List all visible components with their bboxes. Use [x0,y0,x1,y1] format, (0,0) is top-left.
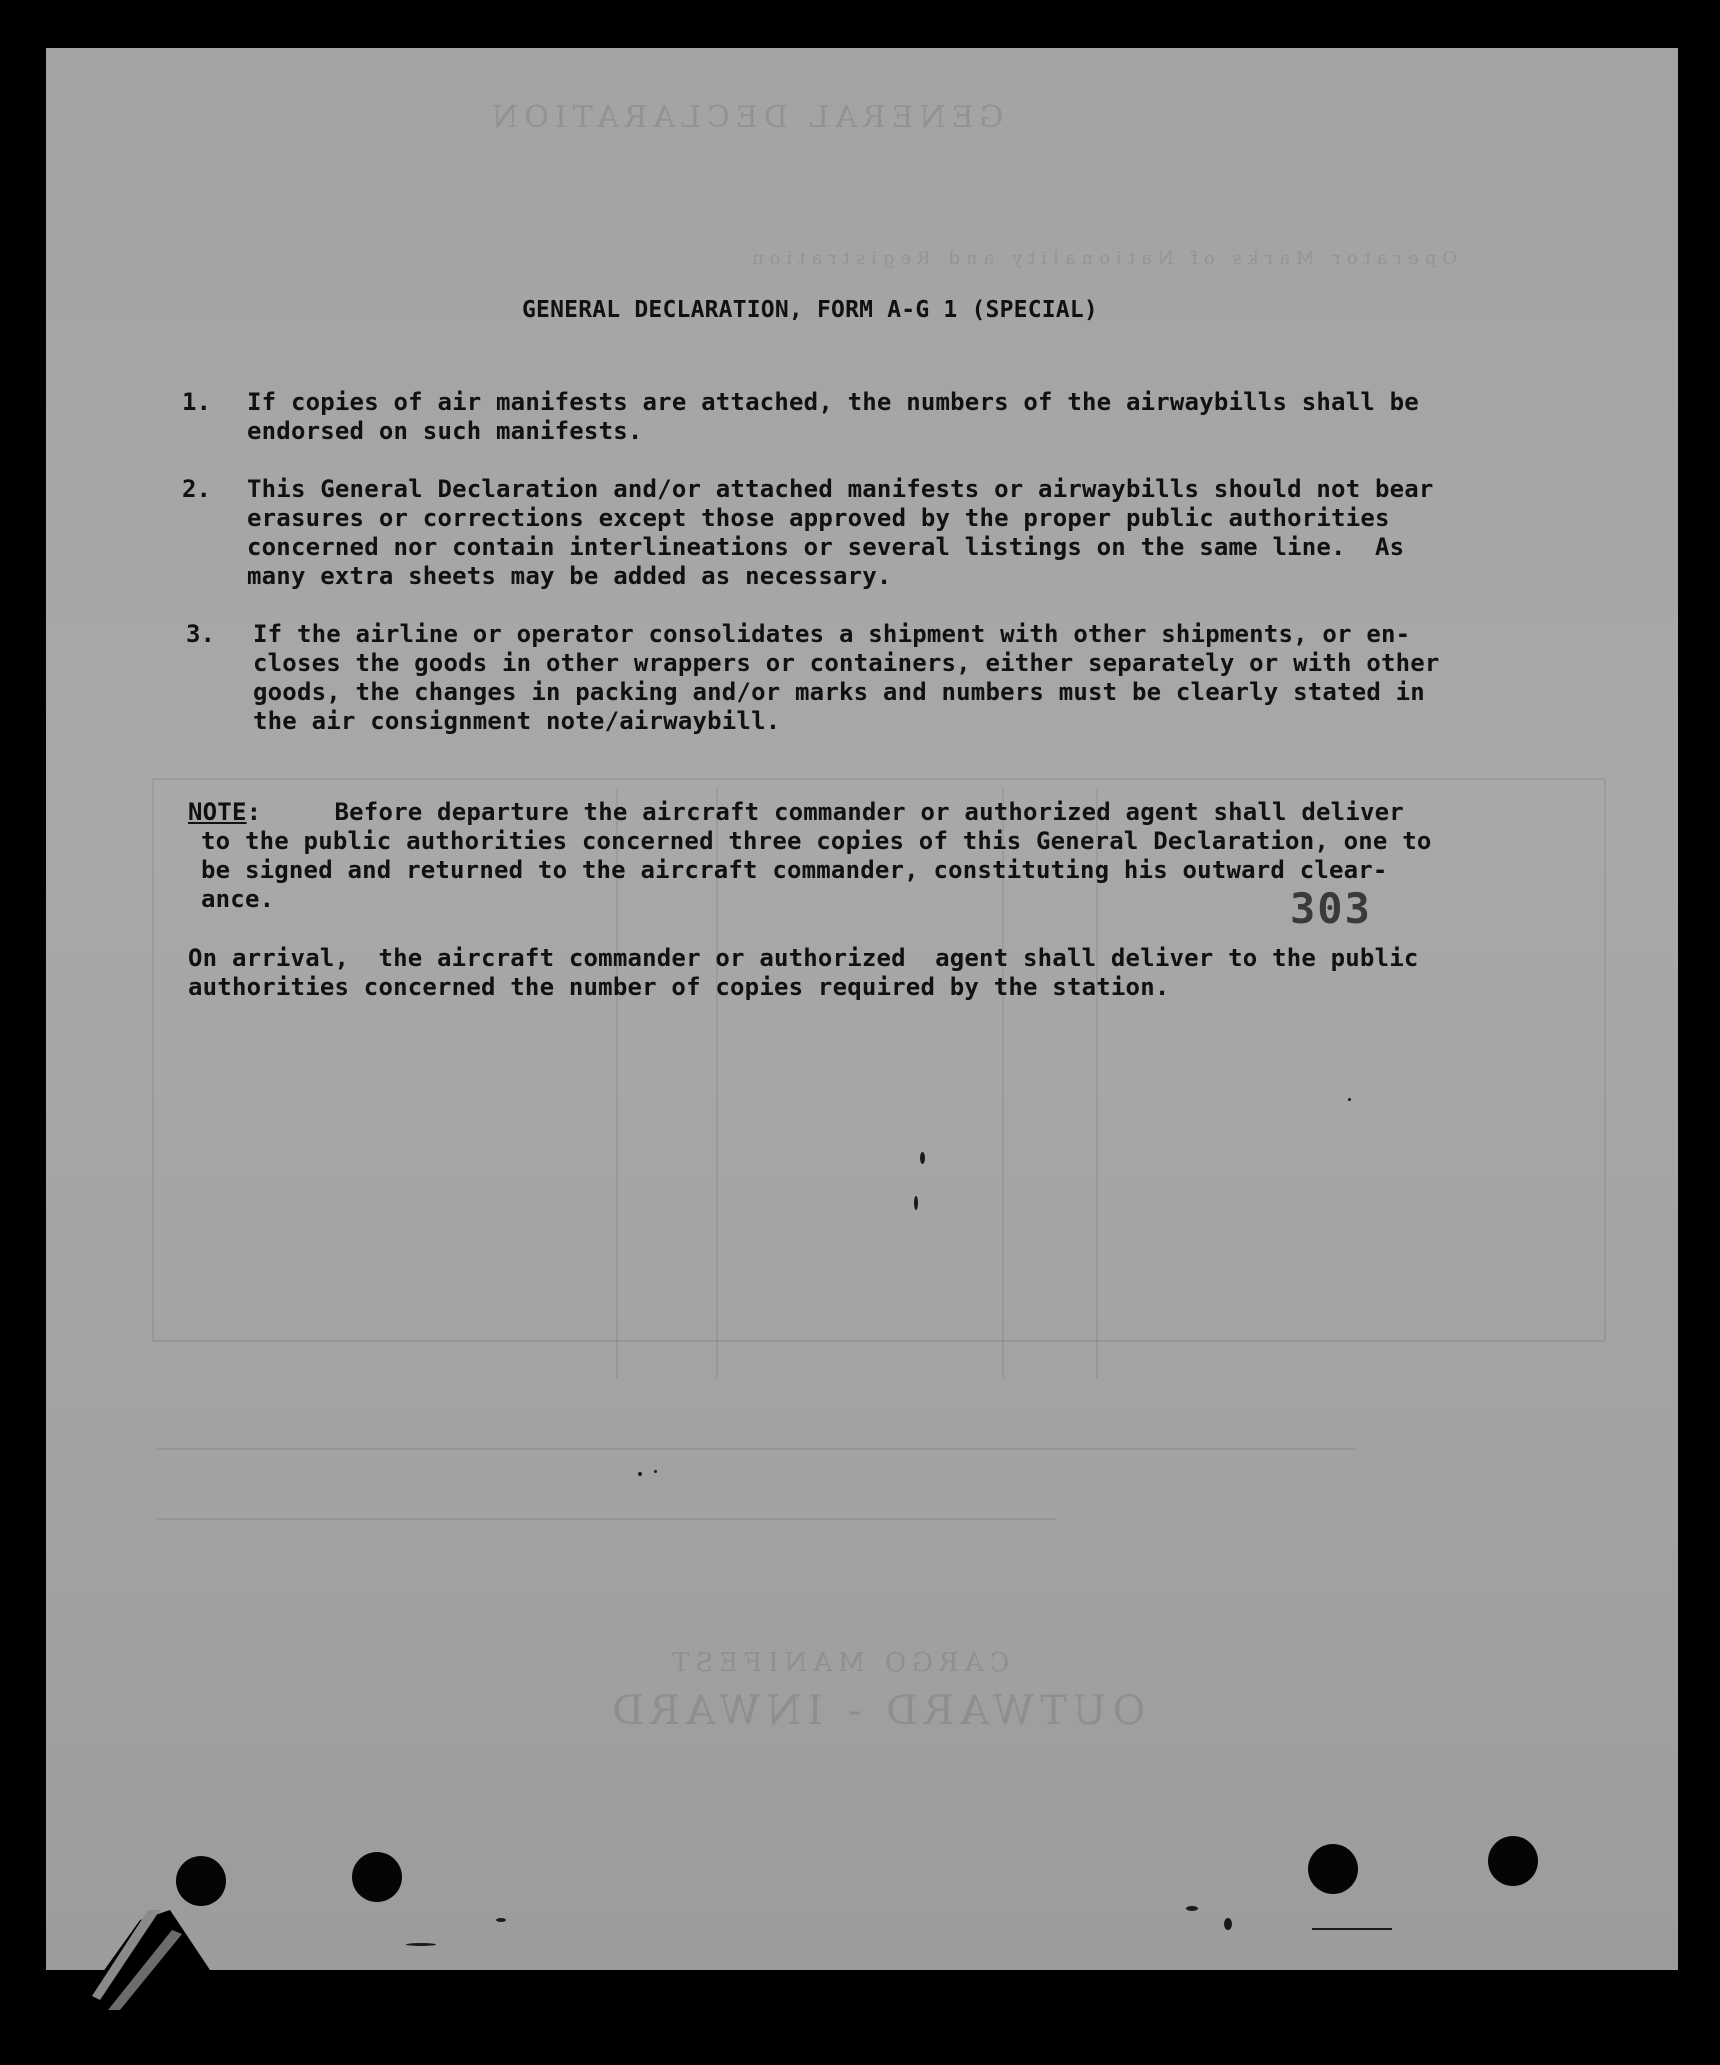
bleed-through-rule [156,1518,1056,1520]
item-2-line-3: concerned nor contain interlineations or several listings on the same line. As [247,533,1405,561]
stamped-page-number: 303 [1290,884,1372,933]
item-3-line-3: goods, the changes in packing and/or marks and numbers must be clearly stated in [253,678,1425,706]
ink-speck [914,1196,918,1210]
bleed-through-text: CARGO MANIFEST [666,1648,1010,1678]
item-2-line-4: many extra sheets may be added as necessary. [247,562,892,590]
item-3-line-4: the air consignment note/airwaybill. [253,707,781,735]
ink-speck [1224,1918,1232,1930]
punch-hole [176,1856,226,1906]
item-3-line-2: closes the goods in other wrappers or containers, either separately or with other [253,649,1440,677]
punch-hole [1488,1836,1538,1886]
arrival-line-1: On arrival, the aircraft commander or authorized agent shall deliver to the public [188,944,1419,972]
item-1-line-2: endorsed on such manifests. [247,417,643,445]
item-2-number: 2. [182,475,211,503]
ink-speck [1186,1906,1198,1911]
item-2-line-2: erasures or corrections except those approved by the proper public authorities [247,504,1390,532]
punch-hole [352,1852,402,1902]
item-3-number: 3. [186,620,215,648]
ink-speck [920,1152,925,1164]
ink-speck [1348,1098,1351,1101]
item-1-number: 1. [182,388,211,416]
bleed-through-rule [156,1448,1356,1450]
ink-speck [496,1918,506,1922]
form-title: GENERAL DECLARATION, FORM A-G 1 (SPECIAL) [522,297,1098,323]
note-line-2: to the public authorities concerned three copies of this General Declaration, one to [201,827,1432,855]
ink-speck [654,1470,657,1473]
note-line-1-text: : Before departure the aircraft commander or authorized agent shall deliver [246,798,1404,826]
note-line-1 [188,798,1404,827]
punch-hole [1308,1844,1358,1894]
item-2-line-1: This General Declaration and/or attached manifests or airwaybills should not bear [247,475,1434,503]
ink-speck [1312,1928,1392,1930]
torn-corner [60,1910,210,2010]
bleed-through-text: Operator Marks of Nationality and Registration [746,248,1458,269]
note-line-4: ance. [201,885,275,913]
ink-speck [406,1943,436,1946]
scanned-page [46,48,1678,1970]
item-1-line-1: If copies of air manifests are attached, the numbers of the airwaybills shall be [247,388,1419,416]
bleed-through-text: GENERAL DECLARATION [486,100,1004,135]
note-line-3: be signed and returned to the aircraft commander, constituting his outward clear- [201,856,1388,884]
item-3-line-1: If the airline or operator consolidates a shipment with other shipments, or en- [253,620,1411,648]
arrival-line-2: authorities concerned the number of copies required by the station. [188,973,1170,1001]
ink-speck [638,1472,642,1476]
note-label: NOTE [188,798,247,826]
bleed-through-text: OUTWARD - INWARD [606,1688,1146,1734]
